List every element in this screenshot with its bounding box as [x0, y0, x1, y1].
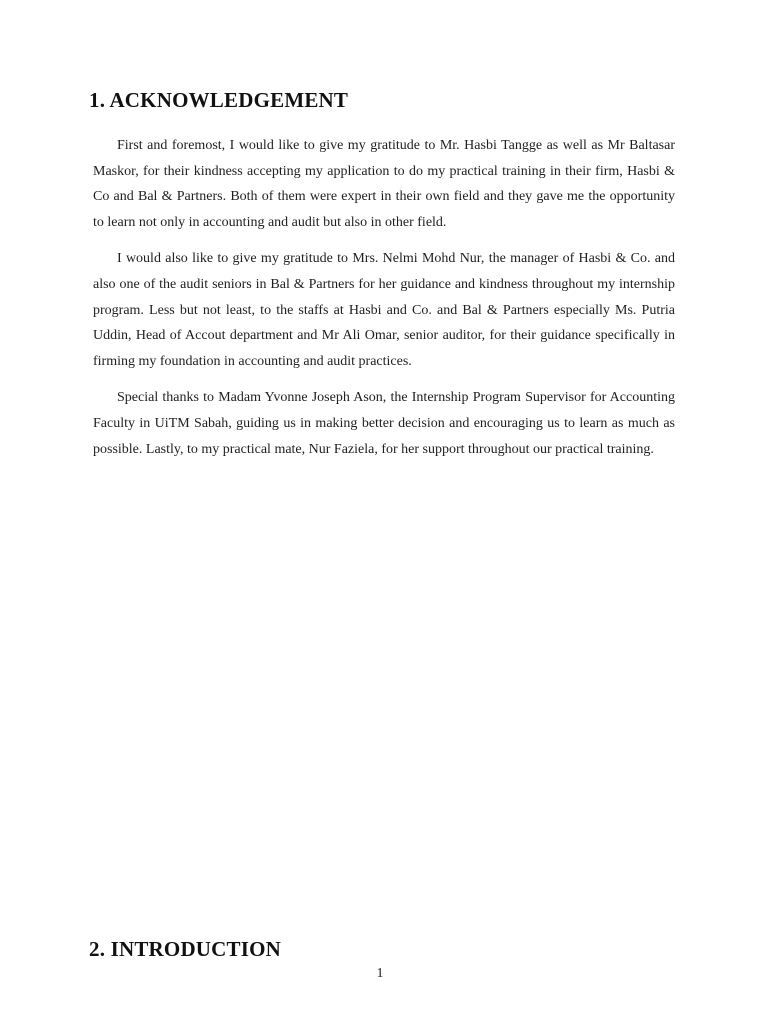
paragraph: First and foremost, I would like to give my gratitude to Mr. Hasbi Tangge as well as Mr Baltasar Maskor, for their kindness accepting my application to do my practical training in their firm, Hasbi & Co and Bal & Partners. Both of them were expert in their own field and they gave me the opportunity to learn not only in accounting and audit but also in other field. [93, 138, 675, 230]
page-number: 1 [376, 966, 384, 981]
acknowledgement-body [93, 133, 675, 473]
paragraph: Special thanks to Madam Yvonne Joseph Ason, the Internship Program Supervisor for Accounting Faculty in UiTM Sabah, guiding us in making better decision and encouraging us to learn as much as possible. Lastly, to my practical mate, Nur Faziela, for her support throughout our practical training. [93, 390, 675, 457]
paragraph: I would also like to give my gratitude to Mrs. Nelmi Mohd Nur, the manager of Hasbi & Co. and also one of the audit seniors in Bal & Partners for her guidance and kindness throughout my internship program. Less but not least, to the staffs at Hasbi and Co. and Bal & Partners especially Ms. Putria Uddin, Head of Accout department and Mr Ali Omar, senior auditor, for their guidance specifically in firming my foundation in accounting and audit practices. [93, 251, 675, 369]
section-heading-introduction: 2. INTRODUCTION [89, 937, 282, 961]
section-heading-acknowledgement: 1. ACKNOWLEDGEMENT [89, 88, 349, 112]
